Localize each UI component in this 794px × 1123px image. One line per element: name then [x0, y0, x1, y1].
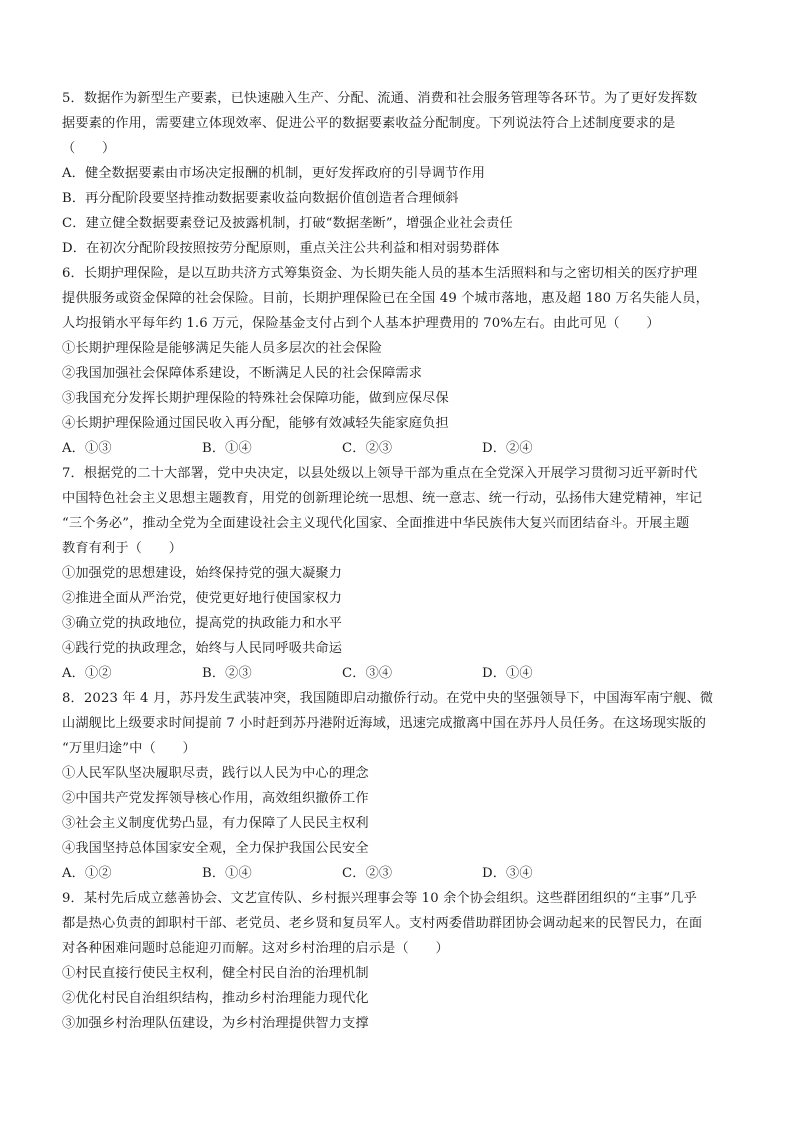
question-stem-line: 山湖舰比上级要求时间提前 7 小时赶到苏丹港附近海域，迅速完成撤离中国在苏丹人员任务。在这场现实版的: [62, 716, 707, 731]
statement-item: ②我国加强社会保障体系建设，不断满足人民的社会保障需求: [62, 366, 423, 381]
question-5: [62, 86, 742, 261]
question-stem-line: 中国特色社会主义思想主题教育，用党的创新理论统一思想、统一意志、统一行动，弘扬伟大建党精神，牢记: [62, 491, 703, 506]
question-stem-line: 都是热心负责的卸职村干部、老党员、老乡贤和复员军人。支村两委借助群团协会调动起来的民智民力，在面: [62, 916, 703, 931]
option-a: A．①②: [62, 666, 112, 681]
statement-item: ④长期护理保险通过国民收入再分配，能够有效减轻失能家庭负担: [62, 416, 449, 431]
option-d: D．③④: [482, 866, 533, 881]
question-stem-line: 人均报销水平每年约 1.6 万元，保险基金支付占到个人基本护理费用的 70%左右。由此可见（ ）: [62, 316, 660, 331]
option-d: D．②④: [482, 441, 533, 456]
option-c: C．②③: [342, 441, 393, 456]
question-stem-line: 7．根据党的二十大部署，党中央决定，以县处级以上领导干部为重点在全党深入开展学习贯彻习近平新时代: [62, 466, 698, 481]
question-7: [62, 461, 742, 686]
options-row: [62, 661, 742, 686]
option-d: D．①④: [482, 666, 533, 681]
options-row: [62, 436, 742, 461]
option-c: C．③④: [342, 666, 393, 681]
statement-item: ①村民直接行使民主权利，健全村民自治的治理机制: [62, 966, 369, 981]
question-stem-line: 提供服务或资金保障的社会保险。目前，长期护理保险已在全国 49 个城市落地，惠及超 180 万名失能人员，: [62, 291, 709, 306]
statement-item: ①长期护理保险是能够满足失能人员多层次的社会保险: [62, 341, 383, 356]
statement-item: ④践行党的执政理念，始终与人民同呼吸共命运: [62, 641, 343, 656]
option-a: A．健全数据要素由市场决定报酬的机制，更好发挥政府的引导调节作用: [62, 166, 486, 181]
statement-item: ②中国共产党发挥领导核心作用，高效组织撤侨工作: [62, 791, 369, 806]
option-a: A．①③: [62, 441, 112, 456]
statement-item: ①加强党的思想建设，始终保持党的强大凝聚力: [62, 566, 343, 581]
option-c: C．建立健全数据要素登记及披露机制，打破“数据垄断”，增强企业社会责任: [62, 216, 513, 231]
statement-item: ②推进全面从严治党，使党更好地行使国家权力: [62, 591, 343, 606]
question-stem-line: 6．长期护理保险，是以互助共济方式筹集资金、为长期失能人员的基本生活照料和与之密切相关的医疗护理: [62, 266, 698, 281]
option-b: B．①④: [202, 866, 252, 881]
question-stem-line: 据要素的作用，需要建立体现效率、促进公平的数据要素收益分配制度。下列说法符合上述制度要求的是: [62, 116, 676, 131]
statement-item: ③社会主义制度优势凸显，有力保障了人民民主权利: [62, 816, 369, 831]
question-stem-line: 对各种困难问题时总能迎刃而解。这对乡村治理的启示是（ ）: [62, 941, 449, 956]
question-stem-line: “三个务必”，推动全党为全面建设社会主义现代化国家、全面推进中华民族伟大复兴而团结奋斗。开展主题: [62, 516, 690, 531]
question-6: [62, 261, 742, 461]
statement-item: ④我国坚持总体国家安全观，全力保护我国公民安全: [62, 841, 369, 856]
exam-page: [62, 86, 742, 1036]
question-stem-line: 教育有利于（ ）: [62, 541, 183, 556]
option-a: A．①②: [62, 866, 112, 881]
statement-item: ②优化村民自治组织结构，推动乡村治理能力现代化: [62, 991, 369, 1006]
answer-blank: （ ）: [62, 141, 116, 156]
question-stem-line: 8．2023 年 4 月，苏丹发生武装冲突，我国随即启动撤侨行动。在党中央的坚强领导下，中国海军南宁舰、微: [62, 691, 714, 706]
statement-item: ③加强乡村治理队伍建设，为乡村治理提供智力支撑: [62, 1016, 369, 1031]
option-b: B．①④: [202, 441, 252, 456]
question-8: [62, 686, 742, 886]
option-b: B．②③: [202, 666, 252, 681]
option-b: B．再分配阶段要坚持推动数据要素收益向数据价值创造者合理倾斜: [62, 191, 459, 206]
question-stem-line: “万里归途”中（ ）: [62, 741, 196, 756]
question-9: [62, 886, 742, 1036]
statement-item: ③我国充分发挥长期护理保险的特殊社会保障功能，做到应保尽保: [62, 391, 449, 406]
question-stem-line: 9．某村先后成立慈善协会、文艺宣传队、乡村振兴理事会等 10 余个协会组织。这些群团组织的“主事”几乎: [62, 891, 697, 906]
option-d: D．在初次分配阶段按照按劳分配原则，重点关注公共利益和相对弱势群体: [62, 241, 500, 256]
statement-item: ③确立党的执政地位，提高党的执政能力和水平: [62, 616, 343, 631]
question-stem-line: 5．数据作为新型生产要素，已快速融入生产、分配、流通、消费和社会服务管理等各环节。为了更好发挥数: [62, 91, 698, 106]
statement-item: ①人民军队坚决履职尽责，践行以人民为中心的理念: [62, 766, 369, 781]
options-row: [62, 861, 742, 886]
option-c: C．②③: [342, 866, 393, 881]
